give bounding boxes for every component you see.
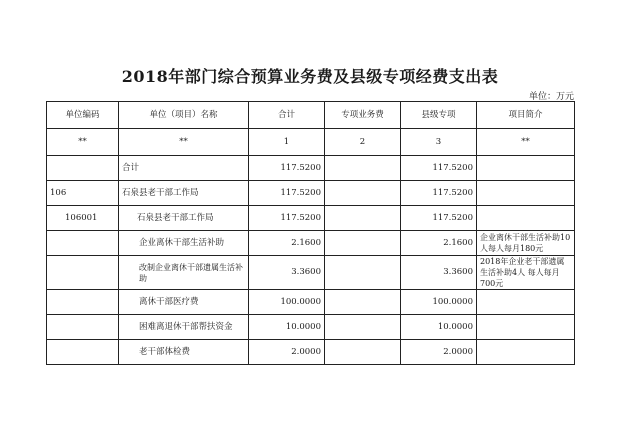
page-title: 2018年部门综合预算业务费及县级专项经费支出表 — [121, 67, 499, 86]
desc-cell — [477, 340, 575, 365]
table-row — [47, 315, 575, 340]
special-cell — [325, 290, 401, 315]
county-cell: 2.0000 — [401, 340, 477, 365]
table-row — [47, 340, 575, 365]
special-cell — [325, 156, 401, 181]
code-cell — [47, 156, 119, 181]
code-cell — [47, 231, 119, 256]
header-cell: 单位（项目）名称 — [119, 102, 249, 129]
table-row — [47, 181, 575, 206]
budget-table — [46, 101, 575, 365]
special-cell — [325, 231, 401, 256]
code-cell — [47, 315, 119, 340]
total-cell: 117.5200 — [249, 156, 325, 181]
total-cell: 2.0000 — [249, 340, 325, 365]
county-cell: 2.1600 — [401, 231, 477, 256]
index-cell: ** — [477, 129, 575, 156]
code-cell: 106 — [47, 181, 119, 206]
unit-label: 单位：万元 — [528, 92, 574, 102]
county-cell: 3.3600 — [401, 256, 477, 290]
index-cell: 3 — [401, 129, 477, 156]
table-row — [47, 156, 575, 181]
name-cell: 石泉县老干部工作局 — [119, 206, 249, 231]
table-row — [47, 256, 575, 290]
special-cell — [325, 206, 401, 231]
name-cell: 企业离休干部生活补助 — [119, 231, 249, 256]
header-cell: 合计 — [249, 102, 325, 129]
special-cell — [325, 256, 401, 290]
desc-cell — [477, 156, 575, 181]
desc-cell — [477, 206, 575, 231]
name-cell: 改制企业离休干部遗属生活补助 — [119, 256, 249, 290]
name-cell: 石泉县老干部工作局 — [119, 181, 249, 206]
header-cell: 项目简介 — [477, 102, 575, 129]
total-cell: 10.0000 — [249, 315, 325, 340]
county-cell: 100.0000 — [401, 290, 477, 315]
county-cell: 117.5200 — [401, 181, 477, 206]
header-cell: 专项业务费 — [325, 102, 401, 129]
table-row — [47, 206, 575, 231]
table-row — [47, 231, 575, 256]
desc-cell: 2018年企业老干部遗属生活补助4人 每人每月700元 — [477, 256, 575, 290]
header-cell: 单位编码 — [47, 102, 119, 129]
total-cell: 100.0000 — [249, 290, 325, 315]
total-cell: 117.5200 — [249, 206, 325, 231]
name-cell: 离休干部医疗费 — [119, 290, 249, 315]
index-cell: 1 — [249, 129, 325, 156]
table-row — [47, 290, 575, 315]
desc-cell — [477, 315, 575, 340]
code-cell — [47, 256, 119, 290]
total-cell: 2.1600 — [249, 231, 325, 256]
index-cell: 2 — [325, 129, 401, 156]
name-cell: 困难离退休干部帮扶资金 — [119, 315, 249, 340]
code-cell — [47, 290, 119, 315]
desc-cell — [477, 290, 575, 315]
index-cell: ** — [47, 129, 119, 156]
desc-cell: 企业离休干部生活补助10人每人每月180元 — [477, 231, 575, 256]
header-cell: 县级专项 — [401, 102, 477, 129]
table-header-row — [47, 102, 575, 129]
name-cell: 合计 — [119, 156, 249, 181]
county-cell: 117.5200 — [401, 156, 477, 181]
desc-cell — [477, 181, 575, 206]
code-cell: 106001 — [47, 206, 119, 231]
special-cell — [325, 340, 401, 365]
special-cell — [325, 181, 401, 206]
index-row — [47, 129, 575, 156]
special-cell — [325, 315, 401, 340]
total-cell: 117.5200 — [249, 181, 325, 206]
total-cell: 3.3600 — [249, 256, 325, 290]
index-cell: ** — [119, 129, 249, 156]
county-cell: 117.5200 — [401, 206, 477, 231]
code-cell — [47, 340, 119, 365]
county-cell: 10.0000 — [401, 315, 477, 340]
name-cell: 老干部体检费 — [119, 340, 249, 365]
